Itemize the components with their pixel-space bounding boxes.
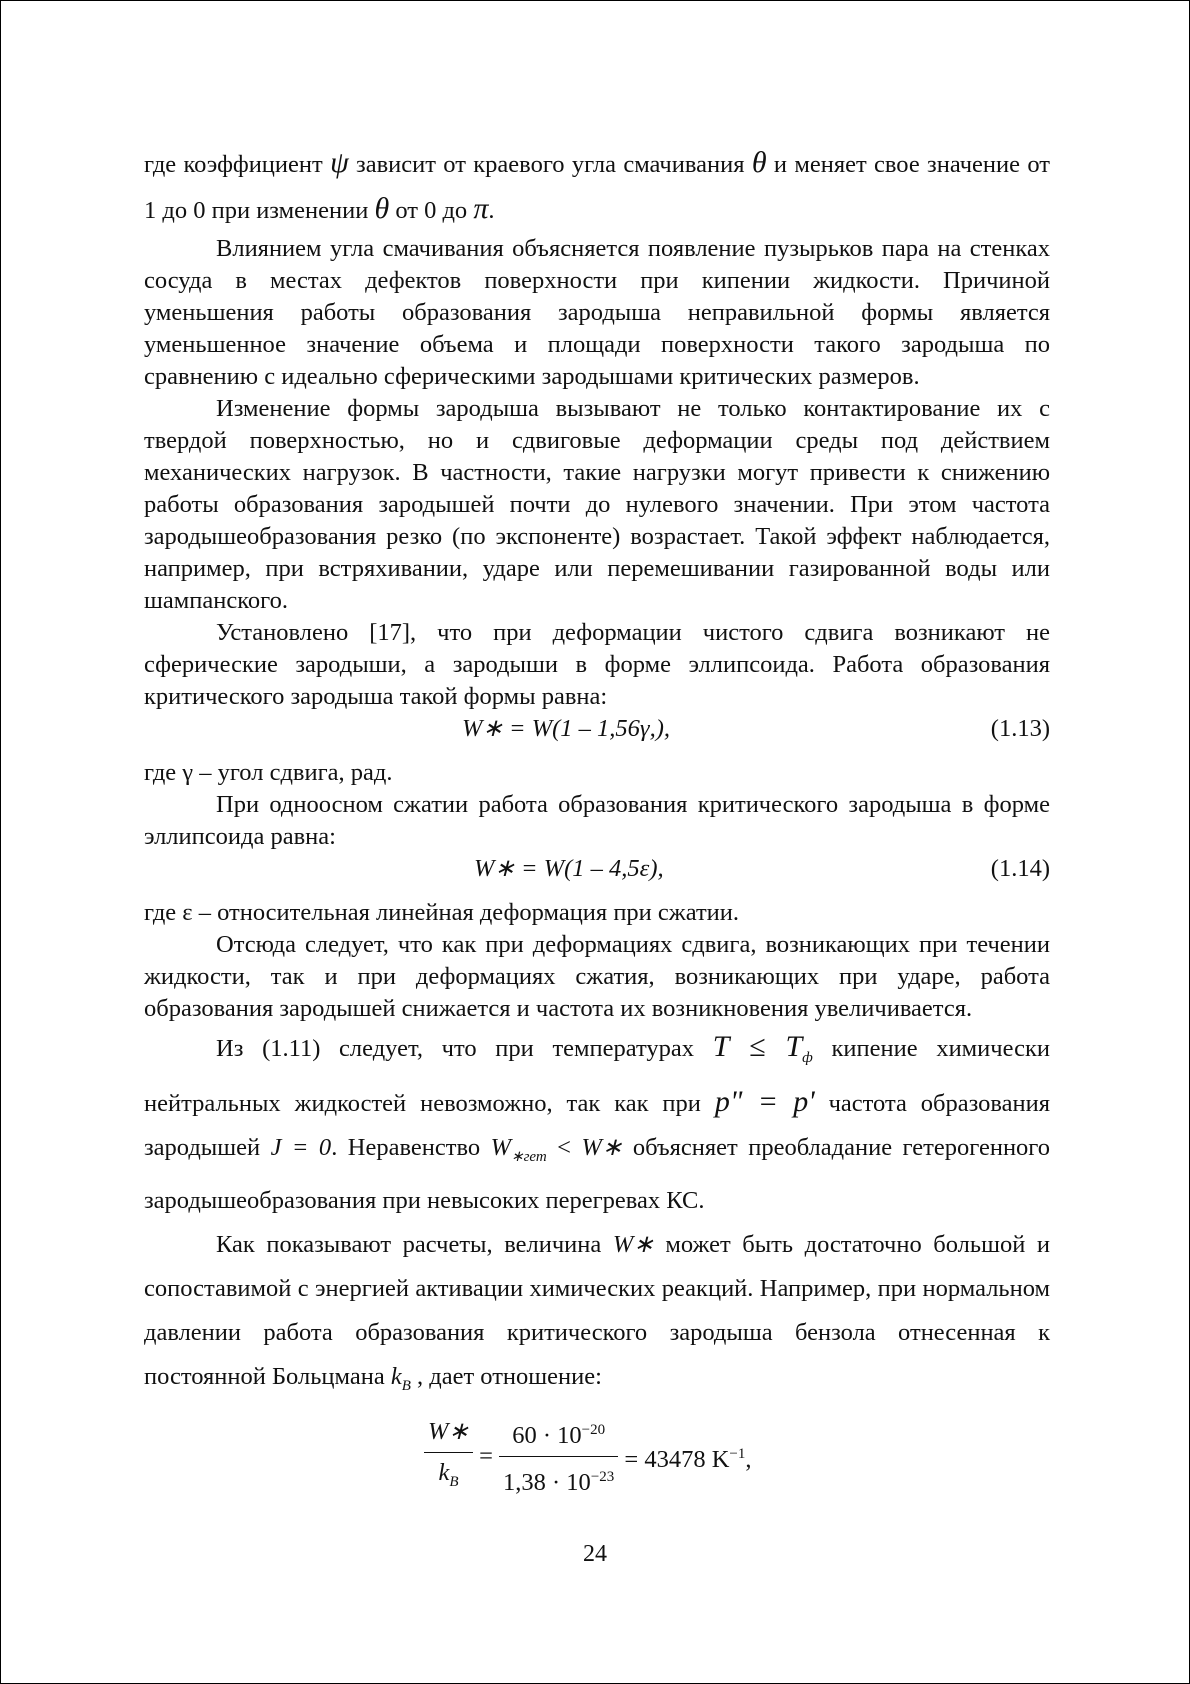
exponent: −20 <box>581 1422 606 1438</box>
paragraph-5: где γ – угол сдвига, рад. <box>144 759 393 786</box>
text: , <box>745 1445 752 1473</box>
page-number: 24 <box>583 1541 607 1567</box>
subscript: B <box>449 1473 459 1490</box>
equation-1-14 <box>144 853 1050 887</box>
denominator: 1,38 · 10 <box>503 1469 591 1497</box>
numerator: 60 · 10 <box>512 1422 582 1450</box>
work-symbol: W∗ <box>612 1231 654 1258</box>
text: , дает отношение: <box>410 1363 602 1390</box>
result-value: = 43478 K <box>624 1445 730 1473</box>
psi-symbol: ψ <box>330 146 349 179</box>
ratio-expression <box>424 1414 752 1499</box>
page-body <box>144 141 1050 1506</box>
pressure-equality: p" = p' <box>714 1085 815 1118</box>
equation-1-13 <box>144 713 1050 747</box>
text: где коэффициент <box>144 151 331 178</box>
paragraph-7: где ε – относительная линейная деформация при сжатии. <box>144 899 740 926</box>
ratio-equation <box>144 1414 1050 1506</box>
temperature-inequality: T ≤ T <box>712 1030 803 1063</box>
equation-body: W∗ = W(1 – 4,5ε), <box>474 855 664 882</box>
work-symbol: W∗ <box>581 1134 623 1161</box>
theta-symbol: θ <box>374 192 390 225</box>
text: частота образования зародышей <box>144 1090 1050 1161</box>
denominator: k <box>438 1458 450 1486</box>
theta-symbol: θ <box>751 146 767 179</box>
text: Как показывают расчеты, величина <box>216 1231 613 1258</box>
text: кипение химически нейтральных жидкостей невозможно, так как при <box>144 1035 1050 1117</box>
subscript: ∗гет <box>511 1149 547 1165</box>
text: может быть достаточно большой и сопоставимой с энергией активации химических реакций. Например, при нормальном давлении работа образования критического зародыша бензола отнесенная к постоянной Больцмана <box>144 1231 1050 1390</box>
paragraph-1 <box>144 141 1050 233</box>
text: . <box>488 197 495 224</box>
exponent: −1 <box>729 1445 746 1462</box>
text: объясняет преобладание гетерогенного зародышеобразования при невысоких перегревах КС. <box>144 1134 1050 1214</box>
work-symbol: W <box>490 1134 511 1161</box>
paragraph-6: При одноосном сжатии работа образования критического зародыша в форме эллипсоида равна: <box>144 791 1050 850</box>
text: и меняет свое значение от 1 до 0 при изменении <box>144 151 1050 224</box>
pi-symbol: π <box>473 192 489 225</box>
text: зависит от краевого угла смачивания <box>348 151 752 178</box>
exponent: −23 <box>590 1469 615 1486</box>
paragraph-2: Влиянием угла смачивания объясняется появление пузырьков пара на стенках сосуда в местах дефектов поверхности при кипении жидкости. Причиной уменьшения работы образования зародыша неправильной формы является уменьшенное значение объема и площади поверхности такого зародыша по сравнению с идеально сферическими зародышами критических размеров. <box>144 235 1050 390</box>
equation-number: (1.13) <box>990 715 1050 742</box>
equals-sign: = <box>479 1442 493 1470</box>
paragraph-10 <box>144 1223 1050 1408</box>
text: . Неравенство <box>331 1134 491 1161</box>
fraction-numeric <box>499 1414 618 1499</box>
text: от 0 до <box>389 197 474 224</box>
nucleation-rate-expression: J = 0 <box>270 1134 332 1161</box>
subscript: B <box>401 1378 411 1394</box>
paragraph-4: Установлено [17], что при деформации чистого сдвига возникают не сферические зародыши, а зародыши в форме эллипсоида. Работа образования критического зародыша такой формы равна: <box>144 619 1050 710</box>
equation-number: (1.14) <box>990 855 1050 882</box>
equation-body: W∗ = W(1 – 1,56γ,), <box>462 715 670 742</box>
subscript: ф <box>802 1050 813 1066</box>
fraction-w-over-kb <box>424 1416 473 1498</box>
numerator: W∗ <box>424 1416 473 1453</box>
less-than-sign: < <box>546 1134 582 1161</box>
paragraph-3: Изменение формы зародыша вызывают не только контактирование их с твердой поверхностью, но и сдвиговые деформации среды под действием механических нагрузок. В частности, такие нагрузки могут привести к снижению работы образования зародышей почти до нулевого значении. При этом частота зародышеобразования резко (по экспоненте) возрастает. Такой эффект наблюдается, например, при встряхивании, ударе или перемешивании газированной воды или шампанского. <box>144 395 1050 614</box>
text: Из (1.11) следует, что при температурах <box>216 1035 713 1062</box>
paragraph-8: Отсюда следует, что как при деформациях сдвига, возникающих при течении жидкости, так и при деформациях сжатия, возникающих при ударе, работа образования зародышей снижается и частота их возникновения увеличивается. <box>144 931 1050 1022</box>
paragraph-9 <box>144 1025 1050 1223</box>
boltzmann-symbol: k <box>390 1363 402 1390</box>
